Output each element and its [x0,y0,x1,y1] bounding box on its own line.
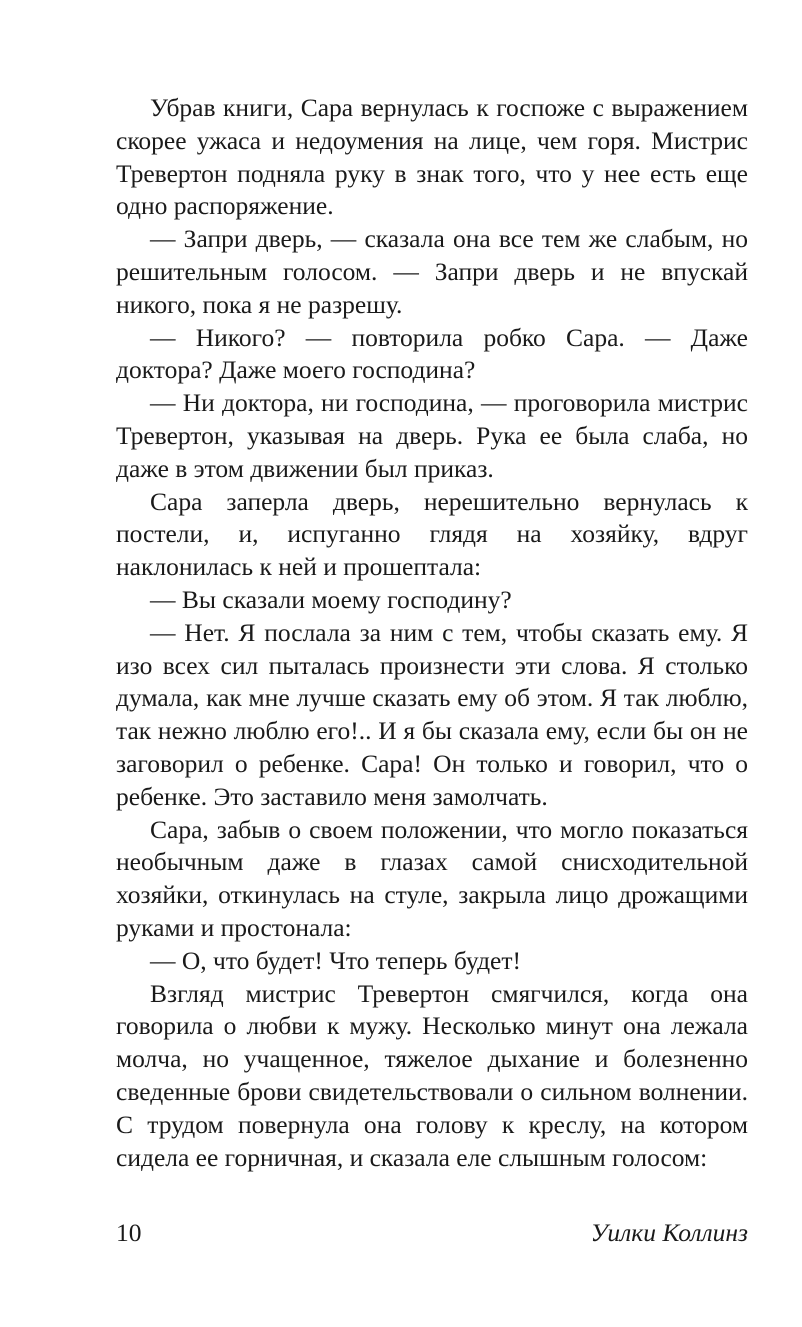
paragraph: — Вы сказали моему господину? [150,584,512,614]
paragraph: — Ни доктора, ни господина, — проговорила мистрис Тревертон, указывая на дверь. Рука ее была слаба, но даже в этом движении был приказ. [116,388,748,483]
paragraph: — Нет. Я послала за ним с тем, чтобы сказать ему. Я изо всех сил пыталась произнести эти слова. Я столько думала, как мне лучше сказать ему об этом. Я так люблю, так нежно люблю его!.. И я бы сказала ему, если бы он не заговорил о ребенке. Сара! Он только и говорил, что о ребенке. Это заставило меня замолчать. [116,617,748,811]
paragraph: — Никого? — повторила робко Сара. — Даже доктора? Даже моего господина? [116,322,748,385]
page-footer [116,1216,748,1250]
paragraph: — Запри дверь, — сказала она все тем же слабым, но решительным голосом. — Запри дверь и не впускай никого, пока я не разрешу. [116,224,748,319]
page-number: 10 [116,1218,142,1247]
running-head-author: Уилки Коллинз [590,1218,748,1247]
body-text [116,92,748,1174]
paragraph: Сара заперла дверь, нерешительно вернулась к постели, и, испуганно глядя на хозяйку, вдруг наклонилась к ней и прошептала: [116,486,748,582]
paragraph: Сара, забыв о своем положении, что могло показаться необычным даже в глазах самой снисходительной хозяйки, откинулась на стуле, закрыла лицо дрожащими руками и простонала: [116,814,748,942]
paragraph: — О, что будет! Что теперь будет! [150,945,522,975]
paragraph: Убрав книги, Сара вернулась к госпоже с выражением скорее ужаса и недоумения на лице, чем горя. Мистрис Тревертон подняла руку в знак того, что у нее есть еще одно распоряжение. [116,93,748,221]
paragraph: Взгляд мистрис Тревертон смягчился, когда она говорила о любви к мужу. Несколько минут она лежала молча, но учащенное, тяжелое дыхание и болезненно сведенные брови свидетельствовали о сильном волнении. С трудом повернула она голову к креслу, на котором сидела ее горничная, и сказала еле слышным голосом: [116,978,748,1172]
